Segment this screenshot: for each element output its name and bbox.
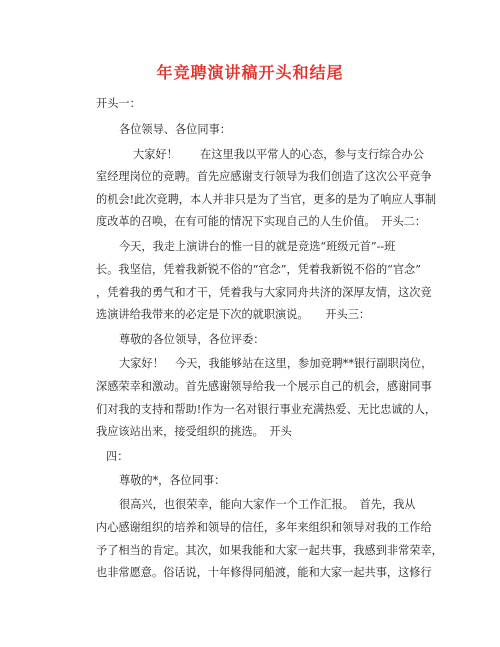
text-line: 大家好！ 今天，我能够站在这里，参加竞聘**银行副职岗位， bbox=[119, 357, 433, 370]
text-line: 度改革的召唤，在有可能的情况下实现自己的人生价值。 开头二： bbox=[96, 215, 427, 228]
text-line: 的机会!此次竞聘，本人并非只是为了当官，更多的是为了响应人事制 bbox=[96, 193, 437, 206]
text-line: 很高兴，也很荣幸，能向大家作一个工作汇报。 首先，我从 bbox=[119, 498, 416, 511]
text-line: 也非常愿意。俗话说，十年修得同船渡，能和大家一起共事，这修行 bbox=[96, 566, 432, 579]
text-line: ，凭着我的勇气和才干，凭着我与大家同舟共济的深厚友情，这次竞 bbox=[96, 286, 432, 299]
text-line: 开头一： bbox=[96, 97, 141, 110]
text-line: 们对我的支持和帮助!作为一名对银行事业充满热爱、无比忠诚的人， bbox=[96, 403, 437, 416]
text-line: 选演讲给我带来的必定是下次的就职演说。 开头三： bbox=[96, 308, 371, 321]
text-line: 各位领导、各位同事： bbox=[119, 123, 231, 136]
text-line: 内心感谢组织的培养和领导的信任，多年来组织和领导对我的工作给 bbox=[96, 521, 432, 534]
text-line: 大家好！ 在这里我以平常人的心态，参与支行综合办公 bbox=[133, 148, 424, 161]
text-line: 室经理岗位的竞聘。首先应感谢支行领导为我们创造了这次公平竞争 bbox=[96, 170, 432, 183]
document-title: 年竞聘演讲稿开头和结尾 bbox=[156, 63, 344, 82]
text-line: 我应该站出来，接受组织的挑选。 开头 bbox=[96, 425, 292, 438]
text-line: 尊敬的*，各位同事： bbox=[119, 474, 226, 487]
text-line: 今天，我走上演讲台的惟一目的就是竞选“班级元首”--班 bbox=[119, 240, 396, 253]
text-line: 长。我坚信，凭着我新锐不俗的“官念”，凭着我新锐不俗的“官念” bbox=[96, 263, 421, 276]
text-line: 四： bbox=[106, 450, 129, 463]
text-line: 尊敬的各位领导，各位评委： bbox=[119, 333, 265, 346]
text-line: 予了相当的肯定。其次，如果我能和大家一起共事，我感到非常荣幸， bbox=[96, 544, 443, 557]
text-line: 深感荣幸和激动。首先感谢领导给我一个展示自己的机会，感谢同事 bbox=[96, 380, 432, 393]
